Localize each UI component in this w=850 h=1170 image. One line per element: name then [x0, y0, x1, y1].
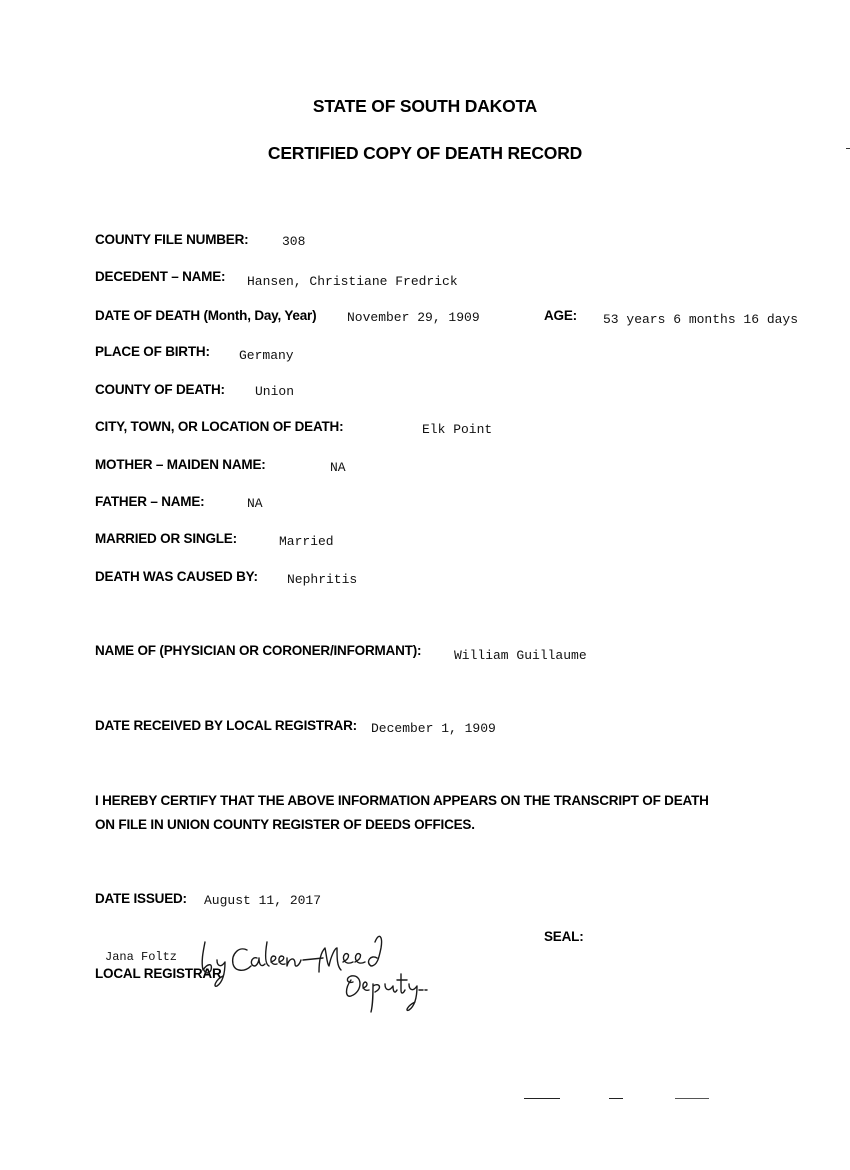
footer-dash	[675, 1098, 709, 1099]
cause-of-death-value: Nephritis	[287, 572, 358, 587]
mother-maiden-name-label: MOTHER – MAIDEN NAME:	[95, 457, 266, 472]
date-issued-value: August 11, 2017	[204, 893, 322, 908]
father-name-value: NA	[247, 496, 263, 511]
date-received-label: DATE RECEIVED BY LOCAL REGISTRAR:	[95, 718, 357, 733]
county-file-number-value: 308	[282, 234, 306, 249]
document-title: STATE OF SOUTH DAKOTA	[312, 96, 538, 116]
location-of-death-value: Elk Point	[422, 422, 493, 437]
seal-label: SEAL:	[544, 929, 584, 944]
physician-value: William Guillaume	[454, 648, 587, 663]
marital-status-value: Married	[279, 534, 334, 549]
document-subtitle: CERTIFIED COPY OF DEATH RECORD	[267, 143, 583, 163]
certification-line-1: I HEREBY CERTIFY THAT THE ABOVE INFORMATION APPEARS ON THE TRANSCRIPT OF DEATH	[95, 793, 709, 808]
decedent-name-label: DECEDENT – NAME:	[95, 269, 226, 284]
handwritten-signature	[195, 928, 435, 1018]
certification-line-2: ON FILE IN UNION COUNTY REGISTER OF DEEDS OFFICES.	[95, 817, 475, 832]
date-of-death-value: November 29, 1909	[347, 310, 480, 325]
date-of-death-label: DATE OF DEATH (Month, Day, Year)	[95, 308, 317, 323]
registrar-name: Jana Foltz	[105, 950, 178, 964]
physician-label: NAME OF (PHYSICIAN OR CORONER/INFORMANT):	[95, 643, 422, 658]
cause-of-death-label: DEATH WAS CAUSED BY:	[95, 569, 258, 584]
mother-maiden-name-value: NA	[330, 460, 346, 475]
date-issued-label: DATE ISSUED:	[95, 891, 187, 906]
decedent-name-value: Hansen, Christiane Fredrick	[247, 274, 458, 289]
father-name-label: FATHER – NAME:	[95, 494, 205, 509]
date-received-value: December 1, 1909	[371, 721, 496, 736]
footer-dash	[609, 1098, 623, 1099]
place-of-birth-label: PLACE OF BIRTH:	[95, 344, 210, 359]
county-of-death-label: COUNTY OF DEATH:	[95, 382, 225, 397]
footer-dash	[524, 1098, 560, 1099]
marital-status-label: MARRIED OR SINGLE:	[95, 531, 237, 546]
place-of-birth-value: Germany	[239, 348, 294, 363]
age-value: 53 years 6 months 16 days	[603, 312, 799, 327]
registrar-label: LOCAL REGISTRAR	[95, 966, 222, 981]
age-label: AGE:	[544, 308, 577, 323]
location-of-death-label: CITY, TOWN, OR LOCATION OF DEATH:	[95, 419, 344, 434]
county-file-number-label: COUNTY FILE NUMBER:	[95, 232, 249, 247]
county-of-death-value: Union	[255, 384, 295, 399]
